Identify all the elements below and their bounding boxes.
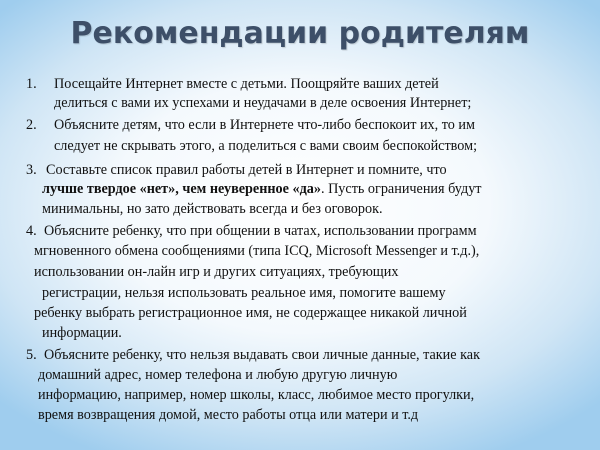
item-1-number: 1. bbox=[26, 76, 37, 92]
item-3-line-3: минимальны, но зато действовать всегда и без оговорок. bbox=[42, 201, 383, 217]
item-4-number: 4. bbox=[26, 223, 37, 239]
slide-title: Рекомендации родителям bbox=[70, 16, 530, 51]
item-3-bold-tail: . Пусть ограничения будут bbox=[320, 181, 482, 197]
item-5-line-2: домашний адрес, номер телефона и любую другую личную bbox=[38, 367, 398, 383]
item-4-line-6: информации. bbox=[42, 325, 122, 341]
item-2-line-1: Объясните детям, что если в Интернете что-либо беспокоит их, то им bbox=[54, 117, 475, 133]
item-2-line-2: следует не скрывать этого, а поделиться с вами своим беспокойством; bbox=[54, 138, 478, 154]
item-4-line-4: регистрации, нельзя использовать реальное имя, помогите вашему bbox=[42, 285, 446, 301]
item-3-bold-text: лучше твердое «нет», чем неуверенное «да» bbox=[42, 181, 321, 197]
item-4-line-2: мгновенного обмена сообщениями (типа ICQ, Microsoft Messenger и т.д.), bbox=[34, 243, 480, 259]
item-3-line-1: Составьте список правил работы детей в Интернет и помните, что bbox=[46, 162, 447, 178]
item-5-line-4: время возвращения домой, место работы отца или матери и т.д bbox=[38, 407, 419, 423]
item-5-line-3: информацию, например, номер школы, класс, любимое место прогулки, bbox=[38, 387, 475, 403]
item-5-line-1: Объясните ребенку, что нельзя выдавать свои личные данные, такие как bbox=[44, 347, 480, 363]
item-4-line-5: ребенку выбрать регистрационное имя, не содержащее никакой личной bbox=[34, 305, 467, 321]
item-2-number: 2. bbox=[26, 117, 37, 133]
item-1-line-2: делиться с вами их успехами и неудачами в деле освоения Интернет; bbox=[54, 95, 472, 111]
item-3-line-2 bbox=[42, 180, 481, 198]
item-4-line-3: использовании он-лайн игр и других ситуациях, требующих bbox=[34, 264, 399, 280]
item-5-number: 5. bbox=[26, 347, 37, 363]
item-1-line-1: Посещайте Интернет вместе с детьми. Поощряйте ваших детей bbox=[54, 76, 439, 92]
item-4-line-1: Объясните ребенку, что при общении в чатах, использовании программ bbox=[44, 223, 477, 239]
item-3-number: 3. bbox=[26, 162, 37, 178]
